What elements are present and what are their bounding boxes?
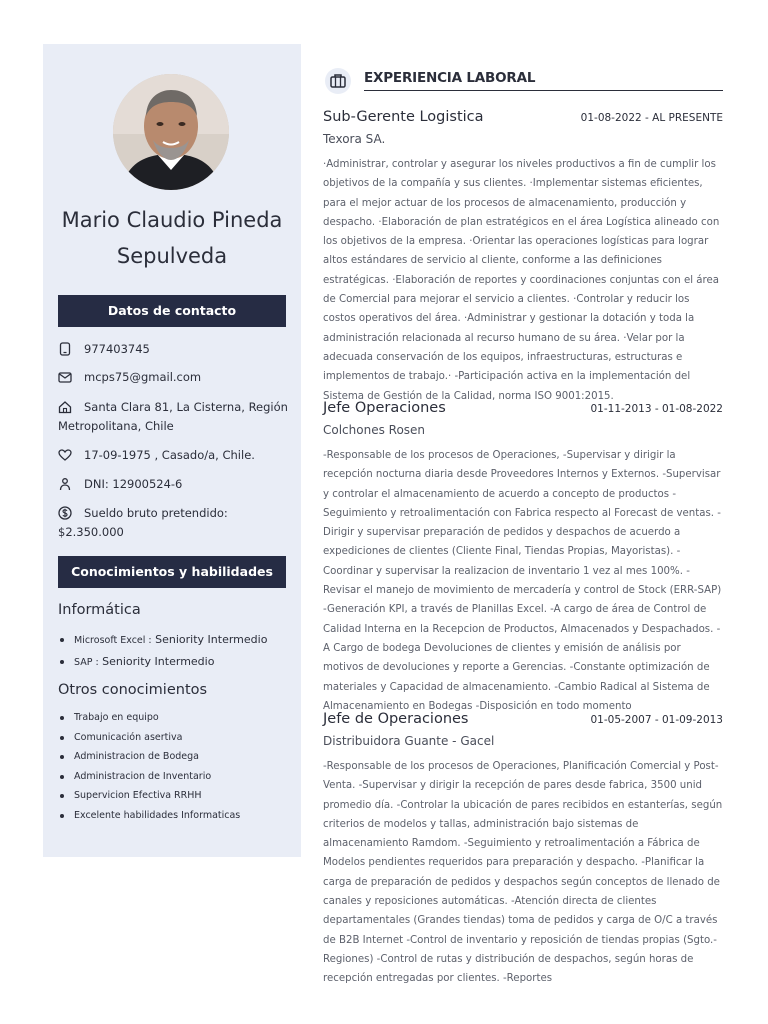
list-item: Supervicion Efectiva RRHH xyxy=(58,786,240,806)
job-company: Texora SA. xyxy=(323,132,386,146)
contact-address xyxy=(58,398,288,436)
salary-text: Sueldo bruto pretendido: $2.350.000 xyxy=(58,506,228,539)
contact-dni xyxy=(58,475,288,494)
otros-heading: Otros conocimientos xyxy=(58,682,208,698)
contact-salary xyxy=(58,504,288,542)
briefcase-icon xyxy=(325,68,351,94)
list-item xyxy=(58,629,267,651)
address-text: Santa Clara 81, La Cisterna, Región Metropolitana, Chile xyxy=(58,400,288,433)
job-description: -Responsable de los procesos de Operaciones, Planificación Comercial y Post-Venta. -Supervisar y dirigir la recepción de pares desde fabrica, 3500 unid promedio día. -Controlar la ubicación de pares recibidos en estanterías, según criterios de modelos y tallas, administración bajo sistemas de almacenamiento Ramdom. -Seguimiento y retroalimentación a Fábrica de Modelos pendientes requeridos para preparación y despacho. -Planificar la carga de preparación de pedidos y despachos según conceptos de llenado de canales y reposiciones automáticas. -Atención directa de clientes departamentales (Grandes tiendas) toma de pedidos y carga de O/C a través de B2B Internet -Control de inventario y reposición de tiendas propias (Sgto.-Regiones) -Control de rutas y distribución de despachos, según horas de recepción entregadas por clientes. -Reportes xyxy=(323,761,723,985)
job-title: Jefe Operaciones xyxy=(323,400,446,416)
job-description: -Responsable de los procesos de Operaciones, -Supervisar y dirigir la recepción nocturna diaria desde Proveedores Internos y Externos. -Supervisar y controlar el almacenamiento de acuerdo a concepto de productos -Seguimiento y retroalimentación con Fabrica respecto al Forecast de ventas. -Dirigir y supervisar preparación de pedidos y despachos de acuerdo a expediciones de clientes (Cliente Final, Tiendas Propias, Mayoristas). -Coordinar y supervisar la realizacion de inventario 1 vez al mes 100%. -Revisar el manejo de movimiento de mercadería y control de Stock (ERR-SAP) -Generación KPI, a través de Planillas Excel. -A cargo de área de Control de Calidad Interna en la Recepcion de Productos, Almacenados y Despachados. -A Cargo de bodega Devoluciones de clientes y emisión de análisis por motivos de devoluciones y reporte a Gerencias. -Constante optimización de materiales y Capacidad de almacenamiento. -Cambio Radical al Sistema de Almacenamiento en Bodegas -Disposición en todo momento xyxy=(323,450,722,712)
birth-text: 17-09-1975 , Casado/a, Chile. xyxy=(84,448,255,462)
list-item: Trabajo en equipo xyxy=(58,708,240,728)
otros-list xyxy=(58,708,240,826)
phone-text: 977403745 xyxy=(84,342,150,356)
profile-photo xyxy=(113,74,229,190)
avatar xyxy=(113,74,229,190)
contact-phone xyxy=(58,340,288,359)
contact-birth xyxy=(58,446,288,465)
heading-divider xyxy=(364,90,723,91)
mail-icon xyxy=(58,370,72,384)
dni-text: DNI: 12900524-6 xyxy=(84,477,183,491)
contact-section-heading: Datos de contacto xyxy=(58,295,286,327)
job-title: Jefe de Operaciones xyxy=(323,711,469,727)
list-item: Administracion de Inventario xyxy=(58,767,240,787)
contact-email xyxy=(58,368,288,387)
job-company: Distribuidora Guante - Gacel xyxy=(323,734,495,748)
job-entry xyxy=(323,109,723,406)
skill-level: Seniority Intermedio xyxy=(102,655,215,668)
experience-heading: EXPERIENCIA LABORAL xyxy=(364,70,536,86)
job-title: Sub-Gerente Logistica xyxy=(323,109,484,125)
list-item xyxy=(58,651,267,673)
skill-label: SAP : xyxy=(74,657,99,668)
person-icon xyxy=(58,477,72,491)
heart-icon xyxy=(58,448,72,462)
candidate-name: Mario Claudio Pineda Sepulveda xyxy=(61,208,283,268)
experience-header xyxy=(325,66,723,94)
dollar-icon xyxy=(58,506,72,520)
job-dates: 01-11-2013 - 01-08-2022 xyxy=(590,403,723,415)
email-text[interactable]: mcps75@gmail.com xyxy=(84,370,202,384)
sidebar xyxy=(43,44,301,857)
job-dates: 01-05-2007 - 01-09-2013 xyxy=(590,714,723,726)
informatica-list xyxy=(58,629,267,673)
informatica-heading: Informática xyxy=(58,602,141,618)
skill-label: Microsoft Excel : xyxy=(74,635,152,646)
skills-section-heading: Conocimientos y habilidades xyxy=(58,556,286,588)
job-entry xyxy=(323,400,723,716)
job-dates: 01-08-2022 - AL PRESENTE xyxy=(580,112,723,124)
skill-level: Seniority Intermedio xyxy=(155,633,268,646)
phone-icon xyxy=(58,342,72,356)
job-company: Colchones Rosen xyxy=(323,423,426,437)
list-item: Comunicación asertiva xyxy=(58,728,240,748)
job-entry xyxy=(323,711,723,989)
list-item: Excelente habilidades Informaticas xyxy=(58,806,240,826)
briefcase-icon-wrap xyxy=(325,68,351,94)
list-item: Administracion de Bodega xyxy=(58,747,240,767)
job-description: ·Administrar, controlar y asegurar los niveles productivos a fin de cumplir los objetivos de la compañía y sus clientes. ·Implementar sistemas eficientes, para el mejor actuar de los procesos de almacenamiento, producción y despacho. ·Elaboración de plan estratégicos en el área Logística alineado con los objetivos de la empresa. ·Orientar las operaciones logísticas para lograr altos estándares de servicio al cliente, conforme a las definiciones estratégicas. ·Elaboración de reportes y coordinaciones conjuntas con el área de Comercial para mejorar el servicio a clientes. ·Controlar y reducir los costos operativos del área. ·Administrar y gestionar la dotación y toda la administración relacionada al recurso humano de su área. ·Velar por la adecuada conservación de los equipos, infraestructuras, estructuras e implementos de trabajo.· -Participación activa en la implementación del Sistema de Gestión de la Calidad, norma ISO 9001:2015. xyxy=(323,159,720,402)
home-icon xyxy=(58,400,72,414)
